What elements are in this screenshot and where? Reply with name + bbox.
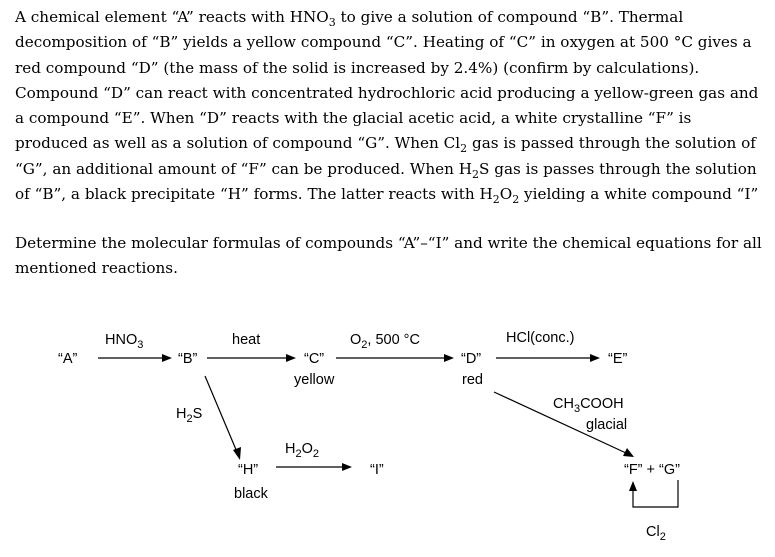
arrow-B-H-head [233, 447, 241, 460]
subscript: 2 [492, 193, 500, 207]
reagent-H2S: $H_2S$ [176, 406, 203, 425]
compounds-F-G: “F” + “G” [624, 462, 680, 478]
compound-B: “B” [178, 351, 198, 367]
arrow-B-H [205, 376, 237, 452]
reagent-Cl2: $Cl_2$ [646, 524, 666, 543]
text-run: S gas is passes through the solution of “B”, a black precipitate “H” forms. The latter reacts with H [15, 159, 757, 204]
compound-H: “H” [238, 462, 259, 478]
arrow-D-E-head [590, 354, 600, 362]
compound-C: “C” [304, 351, 325, 367]
arrow-B-C-head [286, 354, 296, 362]
text-run: A chemical element “A” reacts with HNO [15, 8, 329, 26]
arrow-A-B-head [162, 354, 172, 362]
arrow-H-I-head [342, 463, 352, 471]
compound-I: “I” [370, 462, 384, 478]
subscript: 2 [460, 142, 468, 156]
reaction-scheme [0, 310, 775, 557]
compound-D-color: red [462, 372, 483, 388]
reagent-HCl-conc: HCl(conc.) [506, 330, 575, 346]
reagent-H2O2: $H_2O_2$ [285, 441, 320, 460]
reagent-O2-500C: $O_2$, 500 °C [350, 332, 420, 351]
subscript: 3 [328, 16, 336, 30]
problem-paragraph-1 [15, 5, 765, 207]
compound-C-color: yellow [294, 372, 335, 388]
reagent-heat: heat [232, 332, 261, 348]
problem-paragraph-2: Determine the molecular formulas of compounds “A”–“I” and write the chemical equations for all mentioned reactions. [15, 234, 762, 278]
subscript: 2 [512, 193, 520, 207]
text-run: to give a solution of compound “B”. Thermal decomposition of “B” yields a yellow compound “C”. Heating of “C” in oxygen at 500 °C gives a red compound “D” (the mass of the solid is increased by 2.4%) (confirm by calculations). Compound “D” can react with concentrated hydrochloric acid producing a yellow-green gas and a compound “E”. When “D” reacts with the glacial acetic acid, a white crystalline “F” is produced as well as a solution of compound “G”. When Cl [15, 8, 759, 153]
arrow-G-F-Cl2 [633, 480, 678, 507]
text-run: gas is passed through the solution of “G”, an additional amount of “F” can be produced. When H [15, 134, 756, 178]
text-run: yielding a white compound “I” [519, 185, 759, 204]
arrow-G-F-Cl2-head [629, 481, 637, 491]
compound-D: “D” [461, 351, 482, 367]
compound-A: “A” [58, 351, 78, 367]
reagent-acetic-acid: $CH_3COOH$ [553, 396, 624, 415]
reagent-HNO3: $HNO_3$ [105, 332, 144, 351]
text-run: O [499, 185, 513, 204]
subscript: 2 [471, 167, 479, 181]
compound-H-color: black [234, 486, 268, 502]
arrow-C-D-head [444, 354, 454, 362]
compound-E: “E” [608, 351, 628, 367]
reagent-acetic-glacial: glacial [586, 417, 628, 433]
